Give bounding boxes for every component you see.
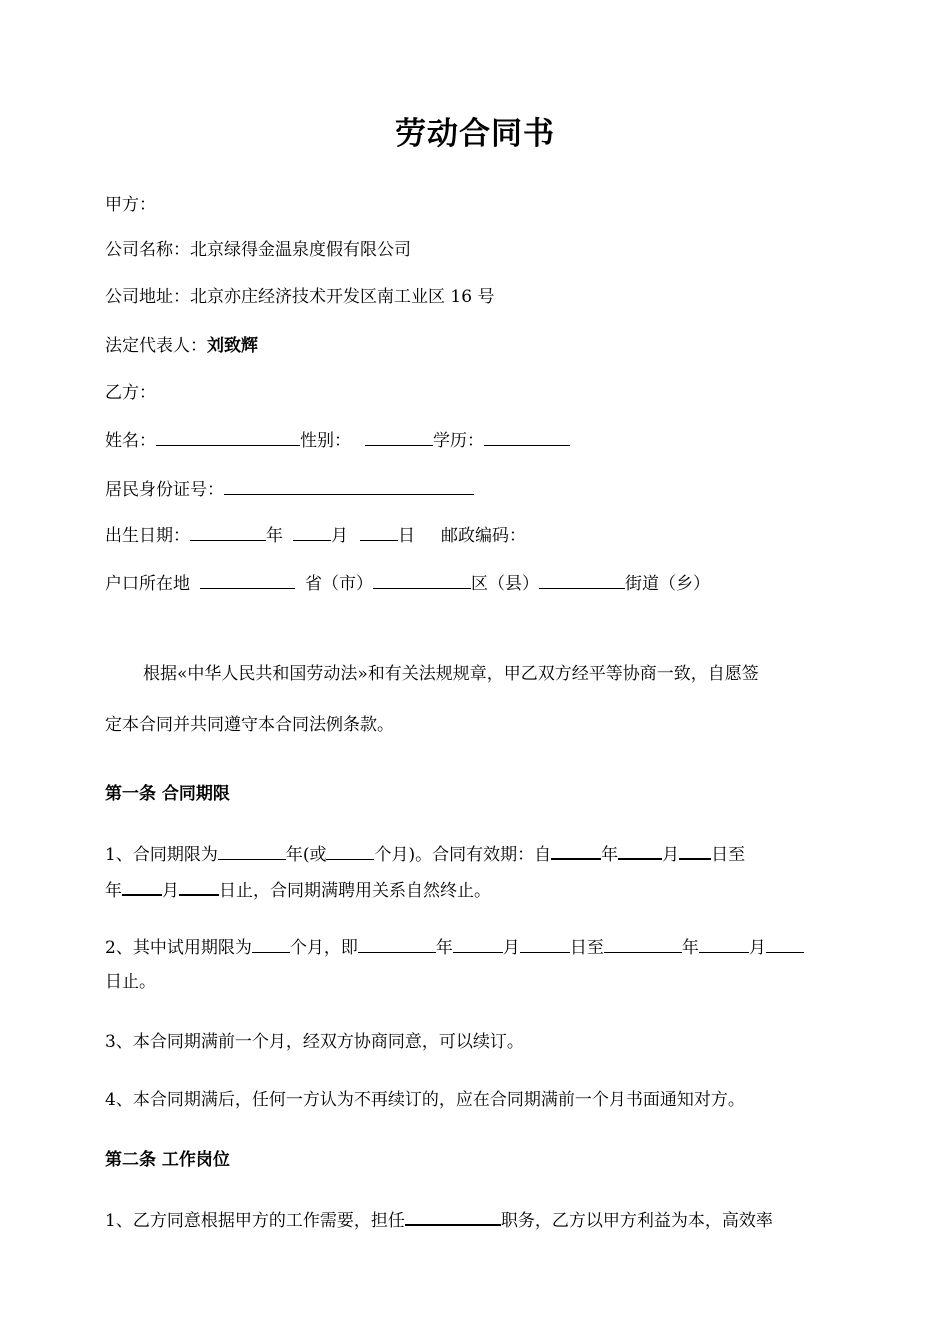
year-unit: 年	[266, 526, 283, 546]
legal-rep-value: 刘致辉	[207, 336, 258, 356]
birth-label: 出生日期：	[105, 526, 190, 546]
party-a-label: 甲方：	[105, 195, 156, 215]
start-month-field[interactable]	[618, 840, 662, 860]
start-day-field[interactable]	[679, 840, 711, 860]
article-1-clause-3: 3、本合同期满前一个月，经双方协商同意，可以续订。	[105, 1032, 524, 1052]
legal-rep-line	[105, 334, 258, 358]
clause-text: 日止，合同期满聘用关系自然终止。	[219, 881, 491, 901]
name-label: 姓名：	[105, 431, 156, 451]
clause-text: 年	[681, 938, 699, 958]
hukou-district-field[interactable]	[373, 570, 471, 589]
clause-text: 月	[502, 938, 520, 958]
probation-end-month-field[interactable]	[699, 934, 749, 953]
clause-text: 年	[105, 881, 122, 901]
clause-text: 日至	[711, 845, 746, 865]
district-label: 区（县）	[471, 574, 539, 594]
clause-text: 1、合同期限为	[105, 845, 218, 865]
clause-text: 2、其中试用期限为	[105, 938, 252, 958]
gender-label: 性别：	[300, 431, 351, 451]
day-unit: 日	[398, 526, 415, 546]
company-address-value: 北京亦庄经济技术开发区南工业区 16 号	[190, 287, 495, 307]
legal-rep-label: 法定代表人：	[105, 336, 207, 356]
name-field[interactable]	[156, 427, 300, 446]
clause-text: 月	[162, 881, 179, 901]
intro-line-1: 根据«中华人民共和国劳动法»和有关法规规章，甲乙双方经平等协商一致，自愿签	[143, 664, 759, 684]
company-name-line	[105, 238, 411, 262]
probation-start-year-field[interactable]	[358, 934, 436, 953]
article-1-clause-4: 4、本合同期满后，任何一方认为不再续订的，应在合同期满前一个月书面通知对方。	[105, 1090, 745, 1110]
clause-text: 日至	[569, 938, 604, 958]
position-field[interactable]	[405, 1206, 501, 1226]
hukou-street-field[interactable]	[539, 570, 625, 589]
clause-text: 月	[662, 845, 680, 865]
clause-text: 年	[601, 845, 619, 865]
article-1-clause-2-line-2: 日止。	[105, 972, 156, 992]
article-1-heading: 第一条 合同期限	[105, 784, 230, 804]
clause-text: 职务，乙方以甲方利益为本，高效率	[500, 1211, 773, 1231]
id-number-line	[105, 476, 474, 502]
clause-text: 月	[748, 938, 766, 958]
probation-start-day-field[interactable]	[520, 934, 570, 953]
company-name-value: 北京绿得金温泉度假有限公司	[190, 240, 411, 260]
id-number-field[interactable]	[224, 476, 474, 495]
hukou-province-field[interactable]	[200, 570, 295, 589]
birth-day-field[interactable]	[360, 522, 398, 541]
probation-months-field[interactable]	[252, 934, 290, 953]
probation-end-year-field[interactable]	[604, 934, 682, 953]
article-1-clause-1-line-2	[105, 876, 491, 903]
hukou-line	[105, 570, 710, 596]
article-2-heading: 第二条 工作岗位	[105, 1150, 230, 1170]
clause-text: 1、乙方同意根据甲方的工作需要，担任	[105, 1211, 405, 1231]
education-field[interactable]	[484, 427, 570, 446]
name-gender-education-line	[105, 427, 570, 453]
contract-years-field[interactable]	[218, 841, 286, 860]
end-month-field[interactable]	[179, 876, 219, 896]
province-label: 省（市）	[305, 574, 373, 594]
intro-line-2: 定本合同并共同遵守本合同法例条款。	[105, 715, 394, 735]
party-b-label: 乙方：	[105, 383, 156, 403]
article-1-clause-1-line-1	[105, 840, 745, 867]
clause-text: 个月，即	[289, 938, 358, 958]
clause-text: 年	[435, 938, 453, 958]
clause-text: 个月)。合同有效期：自	[374, 845, 552, 865]
article-1-clause-2-line-1	[105, 934, 804, 960]
company-address-label: 公司地址：	[105, 287, 190, 307]
gender-field[interactable]	[365, 427, 433, 446]
contract-months-field[interactable]	[326, 841, 374, 860]
end-year-field[interactable]	[122, 876, 162, 896]
birth-date-line	[105, 522, 526, 548]
probation-end-day-field[interactable]	[766, 934, 804, 953]
month-unit: 月	[331, 526, 348, 546]
probation-start-month-field[interactable]	[453, 934, 503, 953]
page-title: 劳动合同书	[395, 116, 555, 152]
company-address-line	[105, 285, 494, 309]
education-label: 学历：	[433, 431, 484, 451]
birth-year-field[interactable]	[190, 522, 266, 541]
id-label: 居民身份证号：	[105, 480, 224, 500]
clause-text: 年(或	[285, 845, 327, 865]
birth-month-field[interactable]	[293, 522, 331, 541]
company-name-label: 公司名称：	[105, 240, 190, 260]
hukou-label: 户口所在地	[105, 574, 190, 594]
article-2-clause-1	[105, 1206, 773, 1233]
start-year-field[interactable]	[551, 840, 601, 860]
street-label: 街道（乡）	[625, 574, 710, 594]
postcode-label: 邮政编码：	[441, 526, 526, 546]
